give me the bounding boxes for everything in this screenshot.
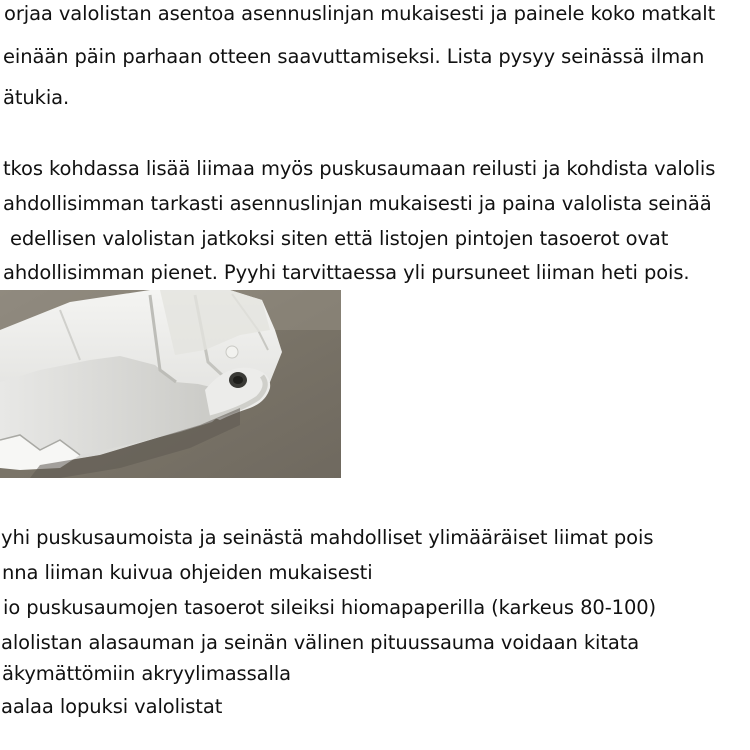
list-item: io puskusaumojen tasoerot sileiksi hiomapaperilla (karkeus 80-100) <box>3 596 657 619</box>
list-item: äkymättömiin akryylimassalla <box>2 662 292 685</box>
paragraph-1-line: ätukia. <box>3 86 70 109</box>
list-item: yhi puskusaumoista ja seinästä mahdolliset ylimääräiset liimat pois <box>1 526 654 549</box>
paragraph-2-line: ahdollisimman pienet. Pyyhi tarvittaessa yli pursuneet liiman heti pois. <box>3 261 690 284</box>
paragraph-1-line: einään päin parhaan otteen saavuttamiseksi. Lista pysyy seinässä ilman <box>3 45 705 68</box>
list-item: nna liiman kuivua ohjeiden mukaisesti <box>2 561 373 584</box>
list-item: aalaa lopuksi valolistat <box>1 695 223 718</box>
list-item: alolistan alasauman ja seinän välinen pituussauma voidaan kitata <box>1 631 640 654</box>
paragraph-2-line: ahdollisimman tarkasti asennuslinjan mukaisesti ja paina valolista seinää <box>3 192 712 215</box>
paragraph-1-line: orjaa valolistan asentoa asennuslinjan mukaisesti ja painele koko matkalt <box>4 2 716 25</box>
paragraph-2-line: edellisen valolistan jatkoksi siten että listojen pintojen tasoerot ovat <box>10 227 669 250</box>
molding-photo <box>0 290 341 478</box>
paragraph-2-line: tkos kohdassa lisää liimaa myös puskusaumaan reilusti ja kohdista valolis <box>3 157 716 180</box>
